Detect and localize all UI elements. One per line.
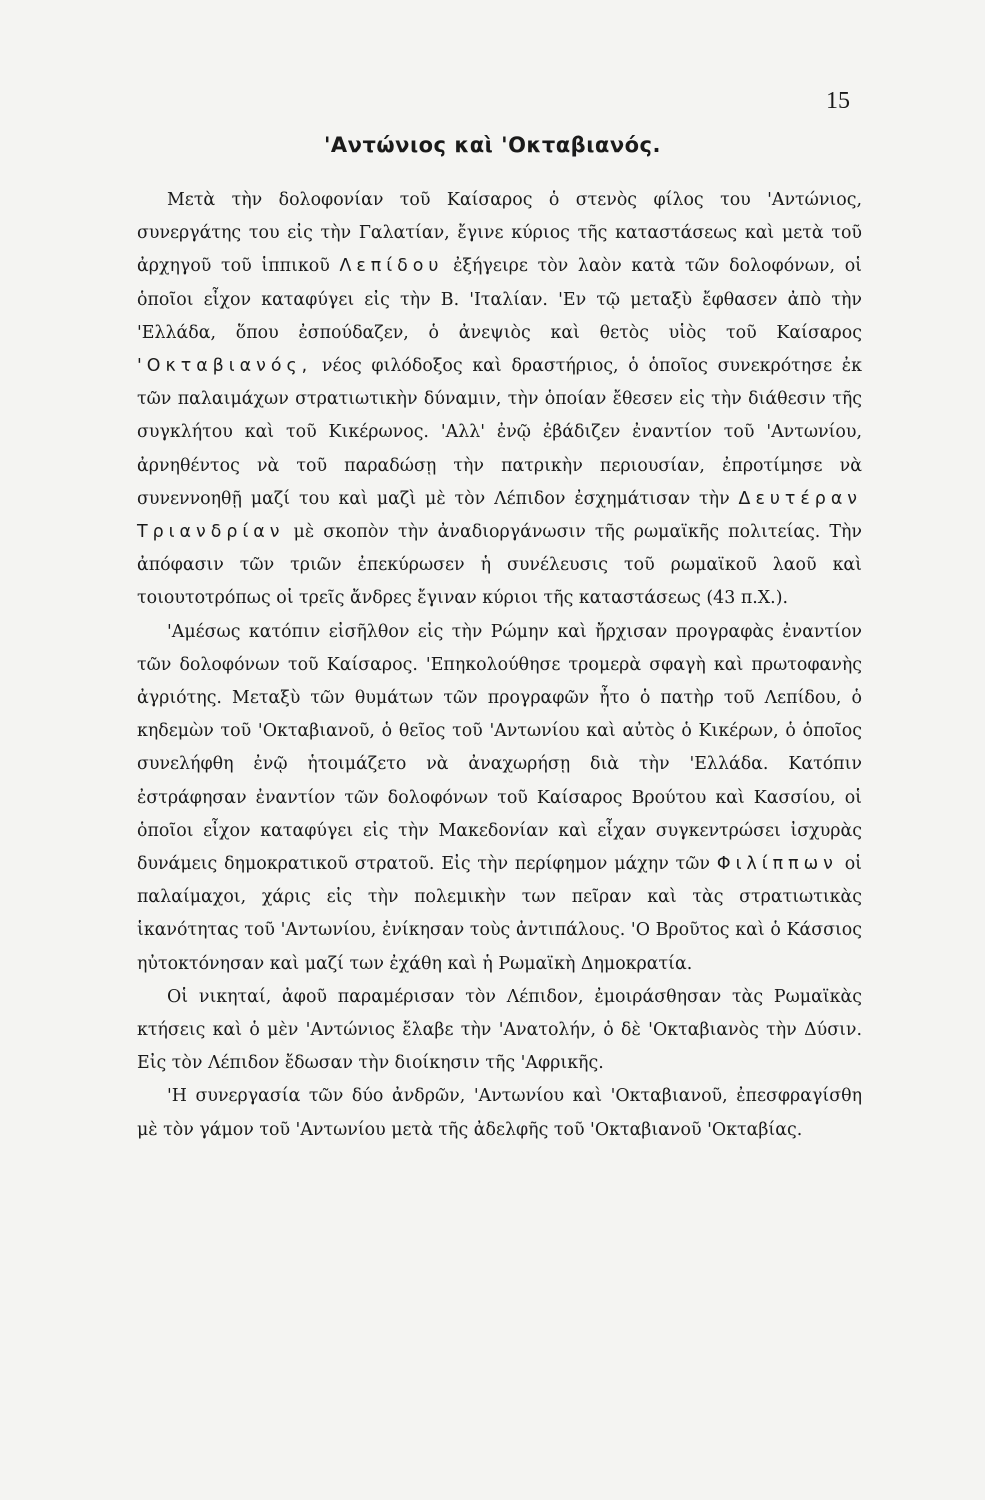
body-text — [137, 184, 862, 1147]
page-number: 15 — [826, 88, 850, 114]
paragraph-3: Οἱ νικηταί, ἀφοῦ παραμέρισαν τὸν Λέπιδον, ἐμοιράσθησαν τὰς Ρωμαϊκὰς κτήσεις καὶ ὁ μὲν 'Αντώνιος ἔλαβε τὴν 'Ανατολήν, ὁ δὲ 'Οκταβιανὸς τὴν Δύσιν. Εἰς τὸν Λέπιδον ἔδωσαν τὴν διοίκησιν τῆς 'Αφρικῆς. — [137, 986, 862, 1074]
paragraph-2-text-a: 'Αμέσως κατόπιν εἰσῆλθον εἰς τὴν Ρώμην καὶ ἤρχισαν προγραφὰς ἐναντίον τῶν δολοφόνων τοῦ Καίσαρος. 'Επηκολούθησε τρομερὰ σφαγὴ καὶ πρωτοφανὴς ἀγριότης. Μεταξὺ τῶν θυμάτων τῶν προγραφῶν ἦτο ὁ πατὴρ τοῦ Λεπίδου, ὁ κηδεμὼν τοῦ 'Οκταβιανοῦ, ὁ θεῖος τοῦ 'Αντωνίου καὶ αὐτὸς ὁ Κικέρων, ὁ ὁποῖος συνελήφθη ἐνῷ ἡτοιμάζετο νὰ ἀναχωρήσῃ διὰ τὴν 'Ελλάδα. Κατόπιν ἐστράφησαν ἐναντίον τῶν δολοφόνων τοῦ Καίσαρος Βρούτου καὶ Κασσίου, οἱ ὁποῖοι εἶχον καταφύγει εἰς τὴν Μακεδονίαν καὶ εἶχαν συγκεντρώσει ἰσχυρὰς δυνάμεις δημοκρατικοῦ στρατοῦ. Εἰς τὴν περίφημον μάχην τῶν — [137, 621, 862, 875]
paragraph-2 — [137, 616, 862, 981]
name-octavian: 'Οκταβιανός, — [137, 356, 313, 377]
paragraph-1-text-c: νέος φιλόδοξος καὶ δραστήριος, ὁ ὁποῖος συνεκρότησε ἐκ τῶν παλαιμάχων στρατιωτικὴν δύναμιν, τὴν ὁποίαν ἔθεσεν εἰς τὴν διάθεσιν τῆς συγκλήτου καὶ τοῦ Κικέρωνος. 'Αλλ' ἐνῷ ἐβάδιζεν ἐναντίον τοῦ 'Αντωνίου, ἀρνηθέντος νὰ τοῦ παραδώσῃ τὴν πατρικὴν περιουσίαν, ἐπροτίμησε νὰ συνεννοηθῇ μαζί του καὶ μαζὶ μὲ τὸν Λέπιδον ἐσχημάτισαν τὴν — [137, 356, 862, 509]
paragraph-1 — [137, 184, 862, 616]
chapter-title: 'Αντώνιος καὶ 'Οκταβιανός. — [324, 133, 661, 157]
paragraph-1-text-a: Μετὰ τὴν δολοφονίαν τοῦ Καίσαρος ὁ στενὸς φίλος του 'Αντώνιος, συνεργάτης του εἰς τὴν Γαλατίαν, ἔγινε κύριος τῆς καταστάσεως καὶ μετὰ τοῦ ἀρχηγοῦ τοῦ ἱππικοῦ — [137, 190, 862, 277]
paragraph-1-text-d: μὲ σκοπὸν τὴν ἀναδιοργάνωσιν τῆς ρωμαϊκῆς πολιτείας. Τὴν ἀπόφασιν τῶν τριῶν ἐπεκύρωσεν ἡ συνέλευσις τοῦ ρωμαϊκοῦ λαοῦ καὶ τοιουτοτρόπως οἱ τρεῖς ἄνδρες ἔγιναν κύριοι τῆς καταστάσεως (43 π.Χ.). — [137, 522, 862, 609]
paragraph-2-text-b: οἱ παλαίμαχοι, χάρις εἰς τὴν πολεμικὴν των πεῖραν καὶ τὰς στρατιωτικὰς ἱκανότητας τοῦ 'Αντωνίου, ἐνίκησαν τοὺς ἀντιπάλους. 'Ο Βροῦτος καὶ ὁ Κάσσιος ηὐτοκτόνησαν καὶ μαζί των ἐχάθη καὶ ἡ Ρωμαϊκὴ Δημοκρατία. — [137, 854, 862, 974]
name-philippi: Φιλίππων — [716, 854, 838, 875]
paragraph-1-text-b: ἐξήγειρε τὸν λαὸν κατὰ τῶν δολοφόνων, οἱ ὁποῖοι εἶχον καταφύγει εἰς τὴν Β. 'Ιταλίαν. 'Εν τῷ μεταξὺ ἔφθασεν ἀπὸ τὴν 'Ελλάδα, ὅπου ἐσπούδαζεν, ὁ ἀνεψιὸς καὶ θετὸς υἱὸς τοῦ Καίσαρος — [137, 256, 862, 343]
name-lepidus: Λεπίδου — [339, 256, 444, 277]
name-second-triumvirate: Δευτέραν Τριανδρίαν — [137, 488, 862, 543]
paragraph-4: 'Η συνεργασία τῶν δύο ἀνδρῶν, 'Αντωνίου καὶ 'Οκταβιανοῦ, ἐπεσφραγίσθη μὲ τὸν γάμον τοῦ 'Αντωνίου μετὰ τῆς ἀδελφῆς τοῦ 'Οκταβιανοῦ 'Οκταβίας. — [137, 1086, 862, 1140]
